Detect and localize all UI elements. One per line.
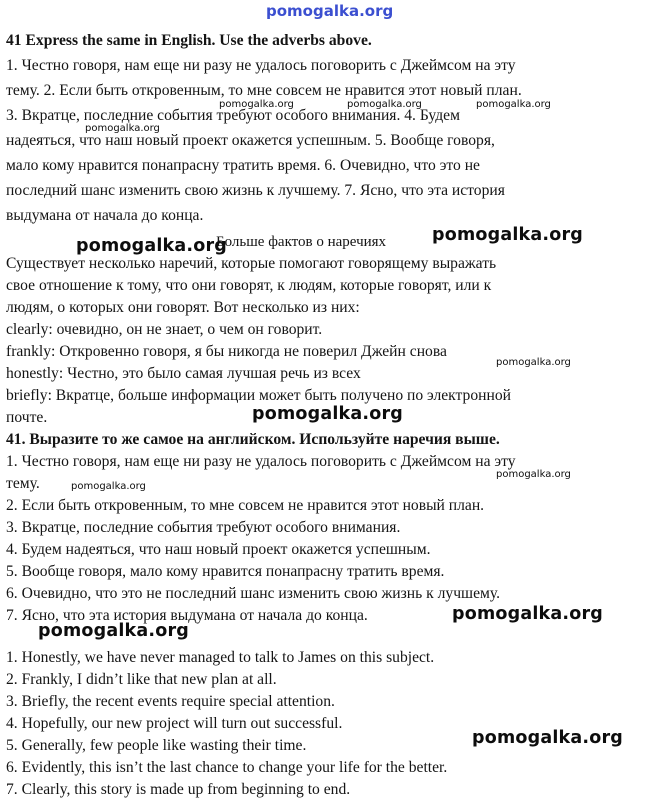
watermark: pomogalka.org bbox=[432, 225, 584, 245]
facts-line: honestly: Честно, это было самая лучшая речь из всех bbox=[6, 365, 361, 382]
facts-line: почте. bbox=[6, 409, 48, 426]
facts-line: свое отношение к тому, что они говорят, к людям, которые говорят, или к bbox=[6, 277, 492, 294]
paragraph-line: последний шанс изменить свою жизнь к лучшему. 7. Ясно, что эта история bbox=[6, 182, 505, 199]
ru-list-item: 3. Вкратце, последние события требуют особого внимания. bbox=[6, 519, 401, 536]
paragraph-line: надеяться, что наш новый проект окажется успешным. 5. Вообще говоря, bbox=[6, 132, 495, 149]
paragraph-line: мало кому нравится понапрасну тратить время. 6. Очевидно, что это не bbox=[6, 157, 480, 174]
watermark: pomogalka.org bbox=[496, 469, 571, 480]
answer-item: 2. Frankly, I didn’t like that new plan at all. bbox=[6, 671, 277, 688]
facts-line: clearly: очевидно, он не знает, о чем он говорит. bbox=[6, 321, 323, 338]
watermark: pomogalka.org bbox=[347, 99, 422, 110]
watermark: pomogalka.org bbox=[219, 99, 294, 110]
facts-line: людям, о которых они говорят. Вот несколько из них: bbox=[6, 299, 360, 316]
ru-list-item: 4. Будем надеяться, что наш новый проект окажется успешным. bbox=[6, 541, 431, 558]
watermark: pomogalka.org bbox=[71, 481, 146, 492]
watermark: pomogalka.org bbox=[85, 123, 160, 134]
answer-item: 6. Evidently, this isn’t the last chance to change your life for the better. bbox=[6, 759, 448, 776]
watermark: pomogalka.org bbox=[452, 604, 604, 624]
exercise-title-ru: 41. Выразите то же самое на английском. Используйте наречия выше. bbox=[6, 431, 500, 448]
answer-item: 7. Clearly, this story is made up from beginning to end. bbox=[6, 781, 351, 798]
ru-list-item: 2. Если быть откровенным, то мне совсем не нравится этот новый план. bbox=[6, 497, 485, 514]
facts-heading: Больше фактов о наречиях bbox=[216, 234, 387, 250]
paragraph-line: 3. Вкратце, последние события требуют особого внимания. 4. Будем bbox=[6, 107, 460, 124]
watermark: pomogalka.org bbox=[76, 236, 228, 256]
answer-item: 5. Generally, few people like wasting their time. bbox=[6, 737, 307, 754]
ru-list-item: 5. Вообще говоря, мало кому нравится понапрасну тратить время. bbox=[6, 563, 445, 580]
paragraph-line: 1. Честно говоря, нам еще ни разу не удалось поговорить с Джеймсом на эту bbox=[6, 57, 516, 74]
facts-line: briefly: Вкратце, больше информации может быть получено по электронной bbox=[6, 387, 511, 404]
ru-list-item: 1. Честно говоря, нам еще ни разу не удалось поговорить с Джеймсом на эту bbox=[6, 453, 516, 470]
exercise-title-en: 41 Express the same in English. Use the adverbs above. bbox=[6, 32, 372, 49]
watermark: pomogalka.org bbox=[496, 357, 571, 368]
paragraph-line: тему. 2. Если быть откровенным, то мне совсем не нравится этот новый план. bbox=[6, 82, 522, 99]
ru-list-item: тему. bbox=[6, 475, 40, 492]
answer-item: 4. Hopefully, our new project will turn out successful. bbox=[6, 715, 343, 732]
watermark: pomogalka.org bbox=[476, 99, 551, 110]
ru-list-item: 6. Очевидно, что это не последний шанс изменить свою жизнь к лучшему. bbox=[6, 585, 500, 602]
paragraph-line: выдумана от начала до конца. bbox=[6, 207, 204, 224]
answer-item: 1. Honestly, we have never managed to talk to James on this subject. bbox=[6, 649, 435, 666]
watermark: pomogalka.org bbox=[252, 404, 404, 424]
ru-list-item: 7. Ясно, что эта история выдумана от начала до конца. bbox=[6, 607, 368, 624]
answer-item: 3. Briefly, the recent events require special attention. bbox=[6, 693, 335, 710]
facts-line: Существует несколько наречий, которые помогают говорящему выражать bbox=[6, 255, 497, 272]
site-header-logo[interactable]: pomogalka.org bbox=[266, 2, 394, 20]
watermark: pomogalka.org bbox=[472, 728, 624, 748]
facts-line: frankly: Откровенно говоря, я бы никогда не поверил Джейн снова bbox=[6, 343, 447, 360]
watermark: pomogalka.org bbox=[38, 621, 190, 641]
